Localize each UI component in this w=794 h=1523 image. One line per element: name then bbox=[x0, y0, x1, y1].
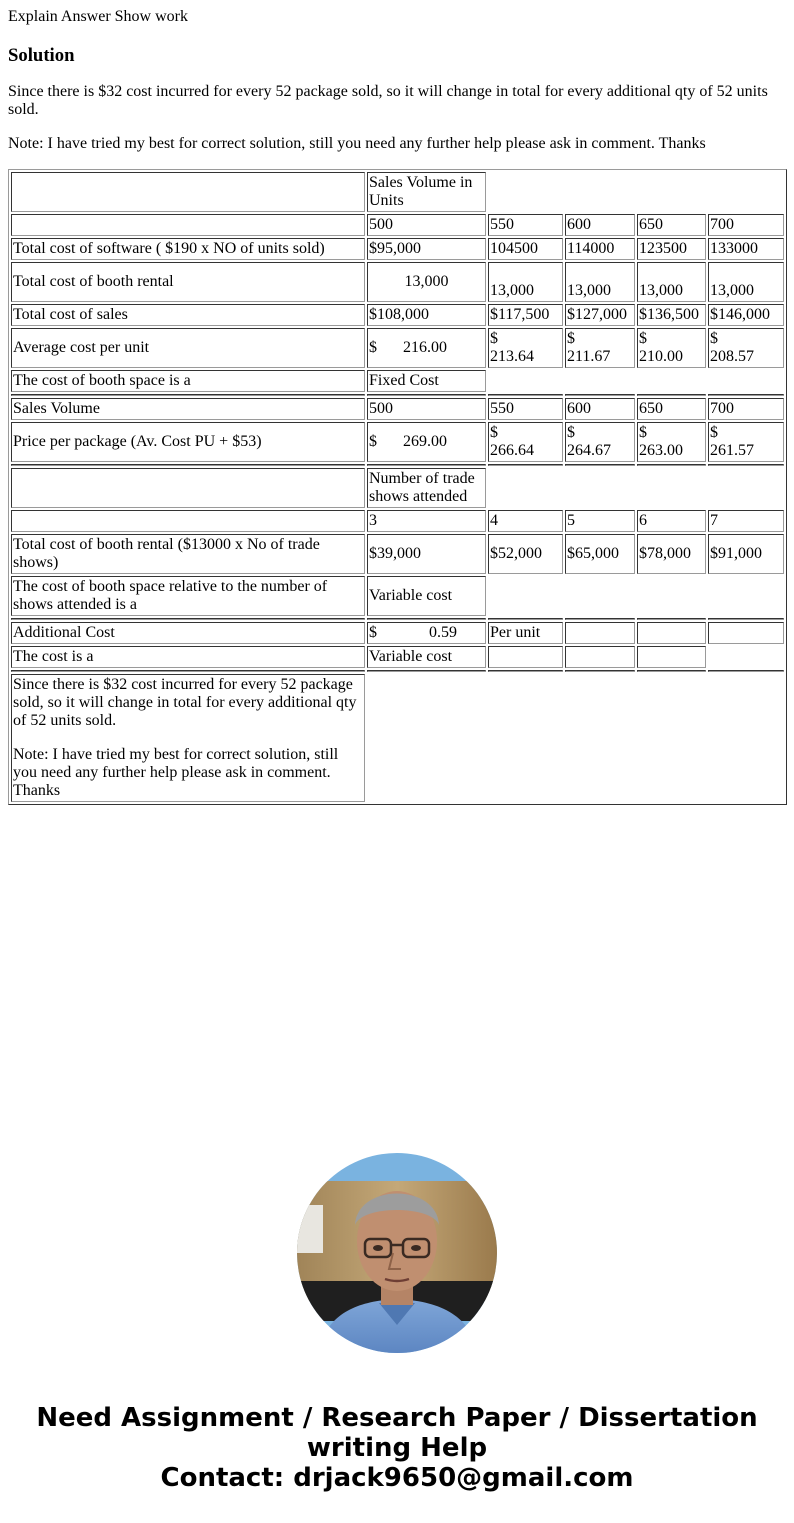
value-cell bbox=[565, 422, 635, 462]
solution-paragraph: Since there is $32 cost incurred for every 52 package sold, so it will change in total for every additional qty of 52 units sold. bbox=[8, 83, 768, 118]
shows-cell: 5 bbox=[565, 510, 635, 532]
empty-cell bbox=[11, 510, 365, 532]
amount: 0.59 bbox=[429, 624, 457, 641]
row-label: The cost of booth space is a bbox=[11, 370, 365, 392]
currency-symbol: $ bbox=[567, 424, 575, 441]
empty-cell bbox=[11, 172, 365, 212]
amount: 216.00 bbox=[403, 339, 447, 356]
table-row-sales-volume-header bbox=[11, 172, 784, 212]
value-cell: $65,000 bbox=[565, 534, 635, 574]
shows-cell: 6 bbox=[637, 510, 706, 532]
value-cell bbox=[367, 622, 486, 644]
amount: 264.67 bbox=[567, 442, 611, 459]
row-label: Total cost of sales bbox=[11, 304, 365, 326]
table-row-price-per-package bbox=[11, 422, 784, 462]
table-row-note bbox=[11, 674, 784, 802]
value-cell bbox=[488, 328, 563, 368]
empty-cell bbox=[11, 468, 365, 508]
volume-cell: 550 bbox=[488, 214, 563, 236]
value-cell: 104500 bbox=[488, 238, 563, 260]
amount: 269.00 bbox=[403, 433, 447, 450]
currency-symbol: $ bbox=[369, 339, 377, 356]
currency-symbol: $ bbox=[369, 433, 377, 450]
value-cell: $108,000 bbox=[367, 304, 486, 326]
empty-cell bbox=[637, 646, 706, 668]
empty-cell bbox=[11, 214, 365, 236]
row-label: Total cost of software ( $190 x NO of units sold) bbox=[11, 238, 365, 260]
portrait-photo-icon bbox=[297, 1153, 497, 1353]
amount: 266.64 bbox=[490, 442, 534, 459]
value-cell bbox=[367, 422, 486, 462]
currency-symbol: $ bbox=[490, 424, 498, 441]
currency-symbol: $ bbox=[490, 330, 498, 347]
volume-cell: 500 bbox=[367, 214, 486, 236]
table-row-booth-space-type bbox=[11, 370, 784, 392]
shows-cell: 7 bbox=[708, 510, 784, 532]
value-cell: 13,000 bbox=[367, 262, 486, 302]
value-cell: $136,500 bbox=[637, 304, 706, 326]
value-cell bbox=[367, 328, 486, 368]
value-cell: $91,000 bbox=[708, 534, 784, 574]
solution-note: Note: I have tried my best for correct solution, still you need any further help please ask in comment. Thanks bbox=[8, 135, 706, 152]
value-cell bbox=[488, 422, 563, 462]
table-row-average-cost bbox=[11, 328, 784, 368]
value-cell: 650 bbox=[637, 398, 706, 420]
table-row-total-cost-of-sales bbox=[11, 304, 784, 326]
value-cell: $52,000 bbox=[488, 534, 563, 574]
amount: 263.00 bbox=[639, 442, 683, 459]
value-cell: $117,500 bbox=[488, 304, 563, 326]
value-cell: 600 bbox=[565, 398, 635, 420]
value-cell: $146,000 bbox=[708, 304, 784, 326]
promo-line: Need Assignment / Research Paper / Dissertation bbox=[36, 1403, 758, 1433]
table-row-booth-rental-total bbox=[11, 534, 784, 574]
value-cell: 133000 bbox=[708, 238, 784, 260]
row-label: Total cost of booth rental ($13000 x No of trade shows) bbox=[11, 534, 365, 574]
table-row-trade-shows-header bbox=[11, 468, 784, 508]
table-row-booth-rental bbox=[11, 262, 784, 302]
table-row-additional-cost bbox=[11, 622, 784, 644]
shows-cell: 3 bbox=[367, 510, 486, 532]
row-label: Price per package (Av. Cost PU + $53) bbox=[11, 422, 365, 462]
volume-cell: 700 bbox=[708, 214, 784, 236]
value-cell: Variable cost bbox=[367, 576, 486, 616]
empty-cell bbox=[637, 622, 706, 644]
value-cell: $127,000 bbox=[565, 304, 635, 326]
promo-line: writing Help bbox=[306, 1433, 488, 1463]
currency-symbol: $ bbox=[639, 424, 647, 441]
value-cell: 13,000 bbox=[488, 262, 563, 302]
note-cell bbox=[11, 674, 365, 802]
row-label: Average cost per unit bbox=[11, 328, 365, 368]
solution-heading: Solution bbox=[8, 45, 75, 66]
amount: 261.57 bbox=[710, 442, 754, 459]
value-cell bbox=[637, 422, 706, 462]
table-row-shows bbox=[11, 510, 784, 532]
sales-volume-header: Sales Volume in Units bbox=[367, 172, 486, 212]
table-row-software-cost bbox=[11, 238, 784, 260]
row-label: Additional Cost bbox=[11, 622, 365, 644]
value-cell: 13,000 bbox=[708, 262, 784, 302]
row-label: Total cost of booth rental bbox=[11, 262, 365, 302]
separator-row bbox=[11, 394, 784, 396]
currency-symbol: $ bbox=[639, 330, 647, 347]
empty-cell bbox=[565, 646, 635, 668]
note-paragraph: Note: I have tried my best for correct solution, still you need any further help please ask in comment. Thanks bbox=[13, 746, 339, 799]
table-row-sales-volume bbox=[11, 398, 784, 420]
currency-symbol: $ bbox=[710, 330, 718, 347]
tutor-avatar bbox=[297, 1153, 497, 1353]
value-cell: Variable cost bbox=[367, 646, 486, 668]
empty-cell bbox=[488, 646, 563, 668]
table-row-volumes bbox=[11, 214, 784, 236]
value-cell bbox=[708, 422, 784, 462]
value-cell: $78,000 bbox=[637, 534, 706, 574]
amount: 211.67 bbox=[567, 348, 611, 365]
currency-symbol: $ bbox=[710, 424, 718, 441]
value-cell: Fixed Cost bbox=[367, 370, 486, 392]
table-row-booth-space-relative bbox=[11, 576, 784, 616]
empty-cell bbox=[708, 622, 784, 644]
row-label: Sales Volume bbox=[11, 398, 365, 420]
value-cell: 114000 bbox=[565, 238, 635, 260]
cost-analysis-table bbox=[8, 169, 787, 805]
question-title: Explain Answer Show work bbox=[8, 8, 188, 25]
value-cell: 13,000 bbox=[637, 262, 706, 302]
value-cell: 13,000 bbox=[565, 262, 635, 302]
shows-cell: 4 bbox=[488, 510, 563, 532]
separator-row bbox=[11, 464, 784, 466]
empty-cell bbox=[565, 622, 635, 644]
value-cell: 700 bbox=[708, 398, 784, 420]
amount: 213.64 bbox=[490, 348, 534, 365]
value-cell: $95,000 bbox=[367, 238, 486, 260]
value-cell: 550 bbox=[488, 398, 563, 420]
amount: 208.57 bbox=[710, 348, 754, 365]
value-cell: $39,000 bbox=[367, 534, 486, 574]
table-row-cost-type bbox=[11, 646, 784, 668]
trade-shows-header: Number of trade shows attended bbox=[367, 468, 486, 508]
row-label: The cost is a bbox=[11, 646, 365, 668]
amount: 210.00 bbox=[639, 348, 683, 365]
separator-row bbox=[11, 670, 784, 672]
currency-symbol: $ bbox=[567, 330, 575, 347]
promo-contact: Contact: drjack9650@gmail.com bbox=[160, 1463, 634, 1493]
row-label: The cost of booth space relative to the number of shows attended is a bbox=[11, 576, 365, 616]
currency-symbol: $ bbox=[369, 624, 377, 641]
value-cell: 123500 bbox=[637, 238, 706, 260]
unit-cell: Per unit bbox=[488, 622, 563, 644]
promo-banner bbox=[0, 1403, 794, 1493]
volume-cell: 650 bbox=[637, 214, 706, 236]
separator-row bbox=[11, 618, 784, 620]
value-cell bbox=[565, 328, 635, 368]
value-cell bbox=[637, 328, 706, 368]
note-paragraph: Since there is $32 cost incurred for every 52 package sold, so it will change in total for every additional qty of 52 units sold. bbox=[13, 676, 357, 729]
value-cell bbox=[708, 328, 784, 368]
value-cell: 500 bbox=[367, 398, 486, 420]
volume-cell: 600 bbox=[565, 214, 635, 236]
